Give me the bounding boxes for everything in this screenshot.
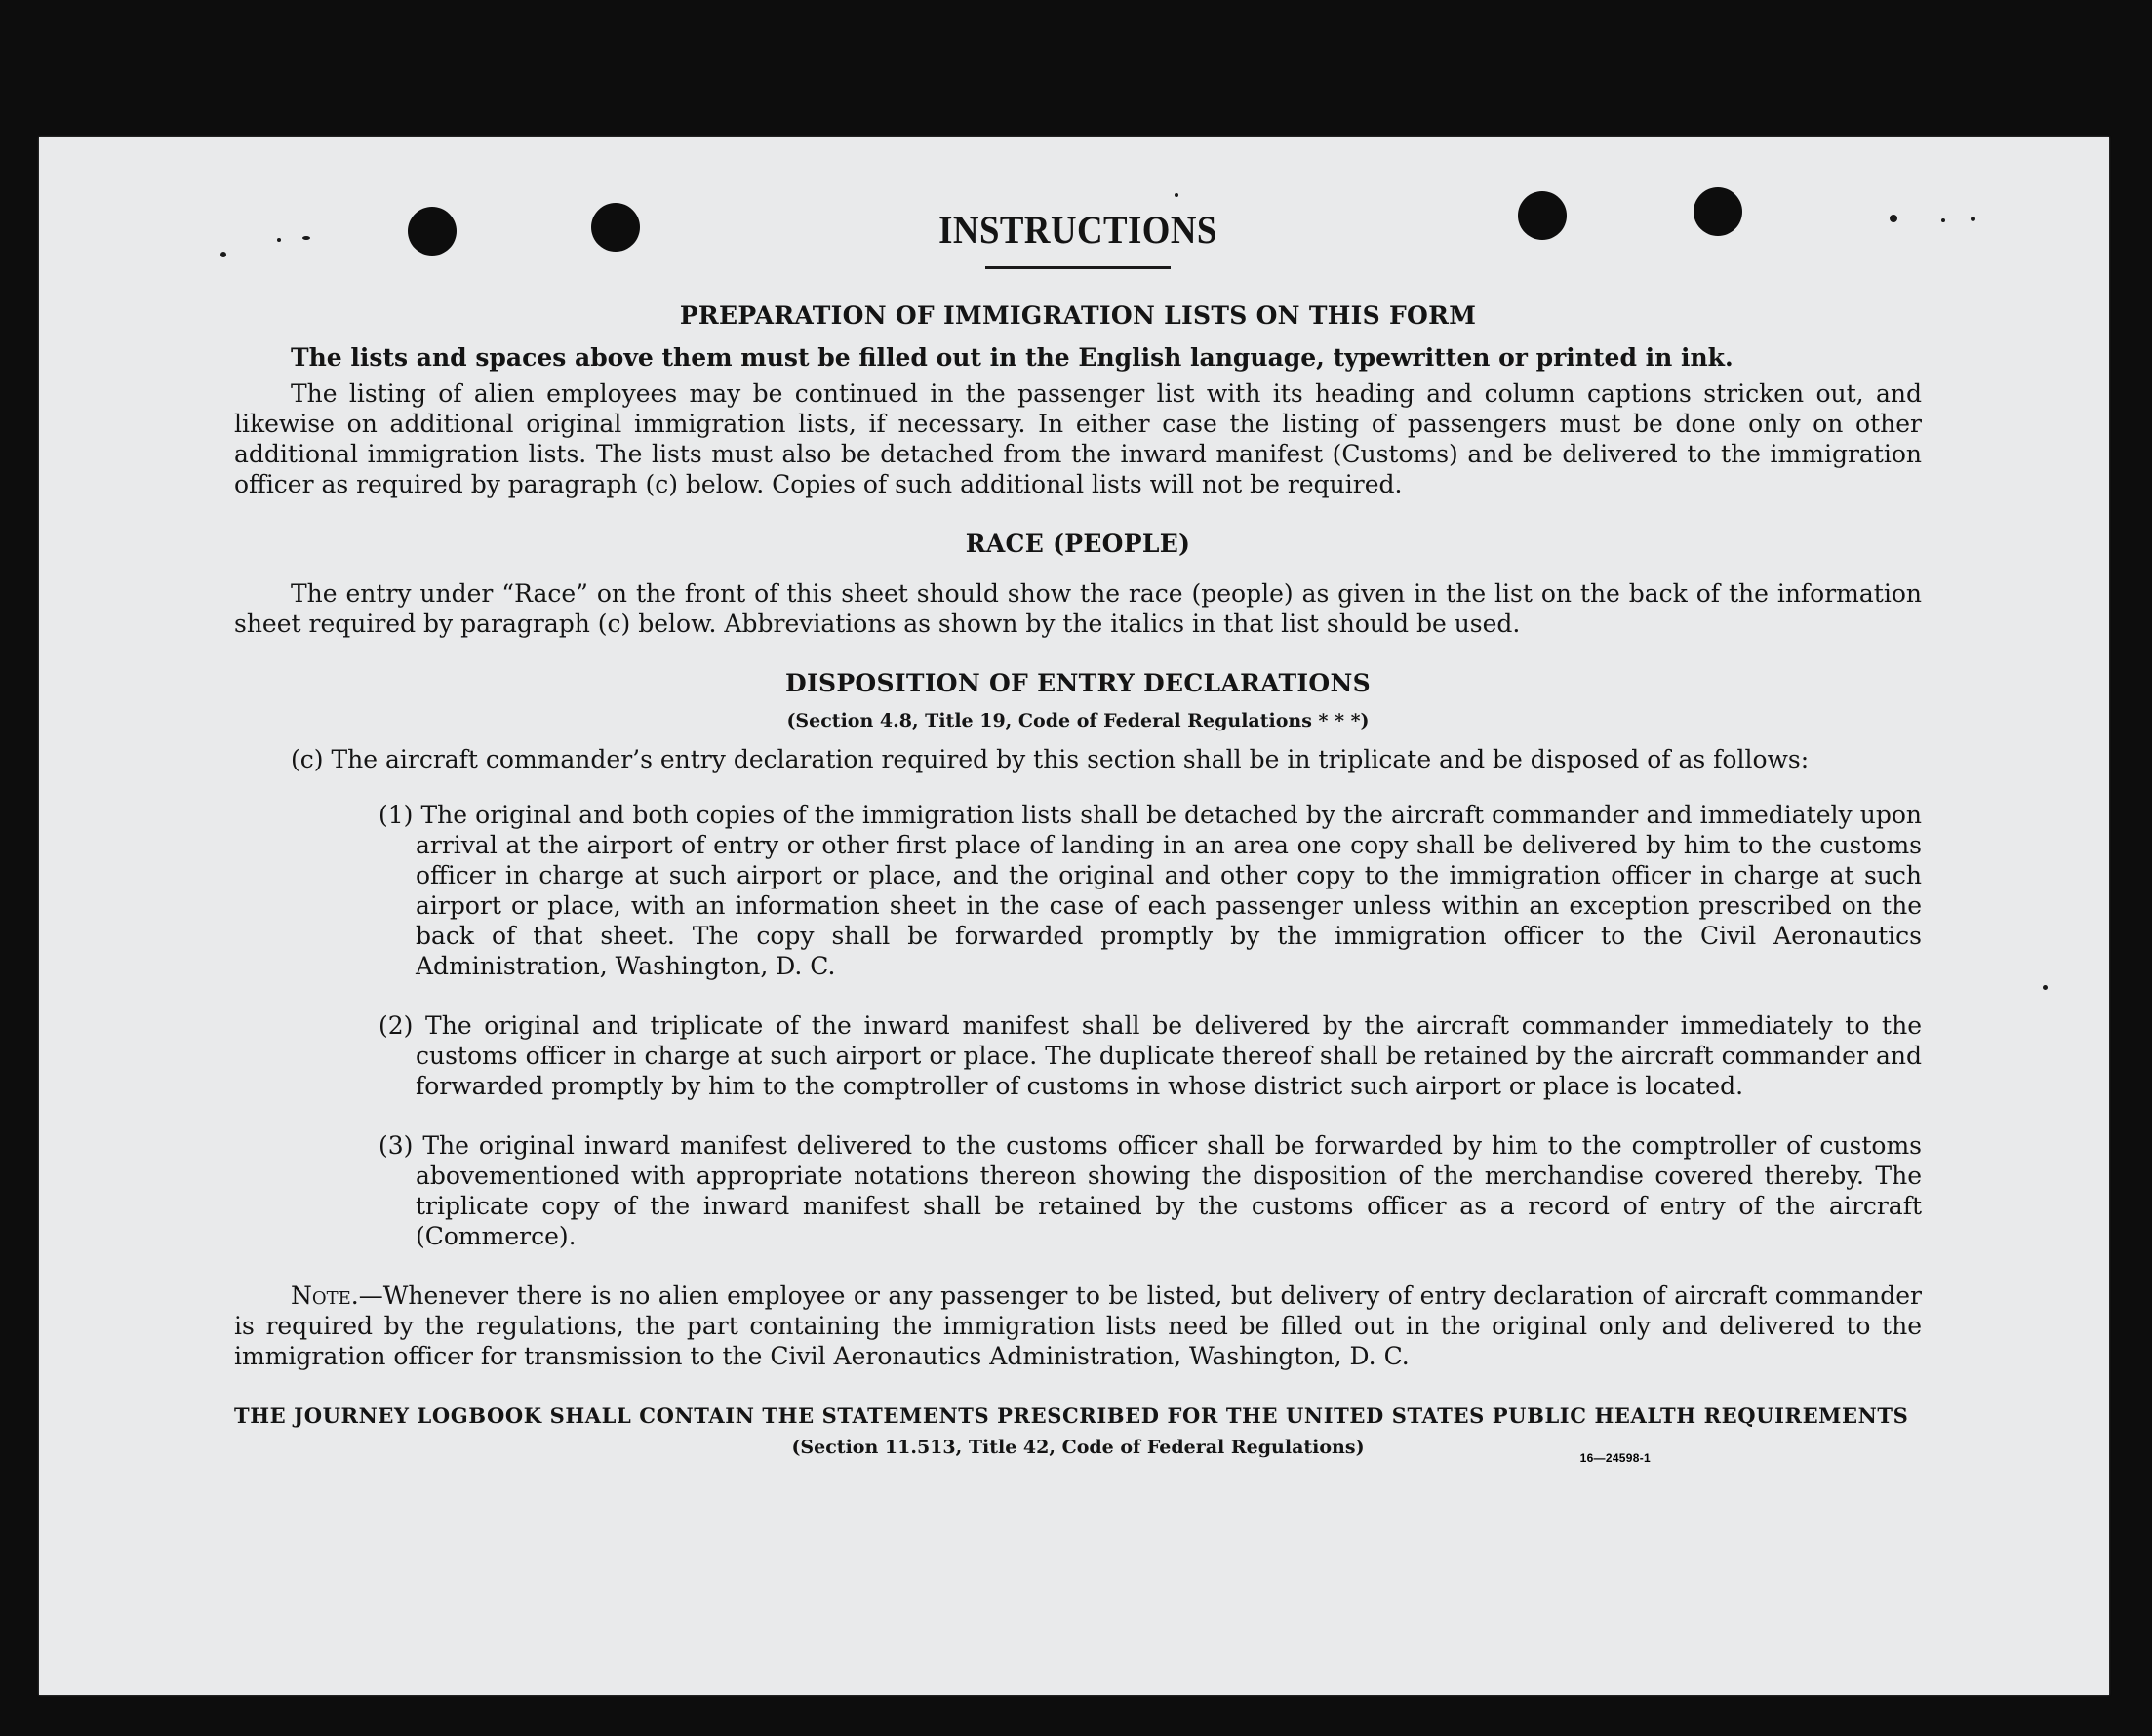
footer-statement: THE JOURNEY LOGBOOK SHALL CONTAIN THE STATEMENTS PRESCRIBED FOR THE UNITED STATES PUBLIC HEALTH REQUIREMENTS: [234, 1403, 1909, 1428]
note-lead: Note.: [291, 1282, 359, 1310]
disposition-item-2: (2) The original and triplicate of the inward manifest shall be delivered by the aircraft commander immediately to the customs officer in charge at such airport or place. The duplicate thereof shall be retained by the aircraft commander and forwarded promptly by him to the comptroller of customs in whose district such airport or place is located.: [379, 1011, 1922, 1100]
document-content: [234, 208, 1922, 1463]
race-paragraph: The entry under “Race” on the front of this sheet should show the race (people) as given in the list on the back of the information sheet required by paragraph (c) below. Abbreviations as shown by the italics in that list should be used.: [234, 579, 1922, 638]
speck: [1971, 217, 1975, 221]
note-text: —Whenever there is no alien employee or any passenger to be listed, but delivery of entry declaration of aircraft commander is required by the regulations, the part containing the immigration lists need be filled out in the original only and delivered to the immigration officer for transmission to the Civil Aeronautics Administration, Washington, D. C.: [234, 1282, 1922, 1370]
preparation-paragraph-2: The listing of alien employees may be continued in the passenger list with its heading and column captions stricken out, and likewise on additional original immigration lists, if necessary. In either case the listing of passengers must be done only on other additional immigration lists. The lists must also be detached from the inward manifest (Customs) and be delivered to the immigration officer as required by paragraph (c) below. Copies of such additional lists will not be required.: [234, 379, 1922, 498]
clause-c: (c) The aircraft commander’s entry declaration required by this section shall be in triplicate and be disposed of as follows:: [291, 745, 1810, 773]
document-sheet: [39, 137, 2109, 1695]
disposition-heading: DISPOSITION OF ENTRY DECLARATIONS: [785, 669, 1371, 697]
preparation-heading: PREPARATION OF IMMIGRATION LISTS ON THIS FORM: [679, 301, 1477, 330]
note-paragraph: [234, 1281, 1922, 1371]
title-underline: [985, 266, 1171, 269]
page-title: INSTRUCTIONS: [938, 208, 1217, 252]
speck: [220, 252, 226, 257]
form-number: 16—24598-1: [1579, 1451, 1651, 1465]
disposition-citation: (Section 4.8, Title 19, Code of Federal Regulations * * *): [786, 710, 1370, 731]
speck: [2043, 985, 2048, 990]
race-heading: RACE (PEOPLE): [965, 530, 1191, 558]
speck: [1175, 193, 1178, 197]
speck: [1941, 218, 1945, 222]
disposition-item-3: (3) The original inward manifest delivered to the customs officer shall be forwarded by him to the comptroller of customs abovementioned with appropriate notations thereon showing the disposition of the merchandise covered thereby. The triplicate copy of the inward manifest shall be retained by the customs officer as a record of entry of the aircraft (Commerce).: [379, 1131, 1922, 1250]
disposition-item-1: (1) The original and both copies of the immigration lists shall be detached by the aircraft commander and immediately upon arrival at the airport of entry or other first place of landing in an area one copy shall be delivered by him to the customs officer in charge at such airport or place, and the original and other copy to the immigration officer in charge at such airport or place, with an information sheet in the case of each passenger unless within an exception prescribed on the back of that sheet. The copy shall be forwarded promptly by the immigration officer to the Civil Aeronautics Administration, Washington, D. C.: [379, 801, 1922, 980]
preparation-paragraph-1: The lists and spaces above them must be filled out in the English language, typewritten or printed in ink.: [291, 343, 1734, 372]
footer-citation: (Section 11.513, Title 42, Code of Federal Regulations): [791, 1437, 1365, 1458]
